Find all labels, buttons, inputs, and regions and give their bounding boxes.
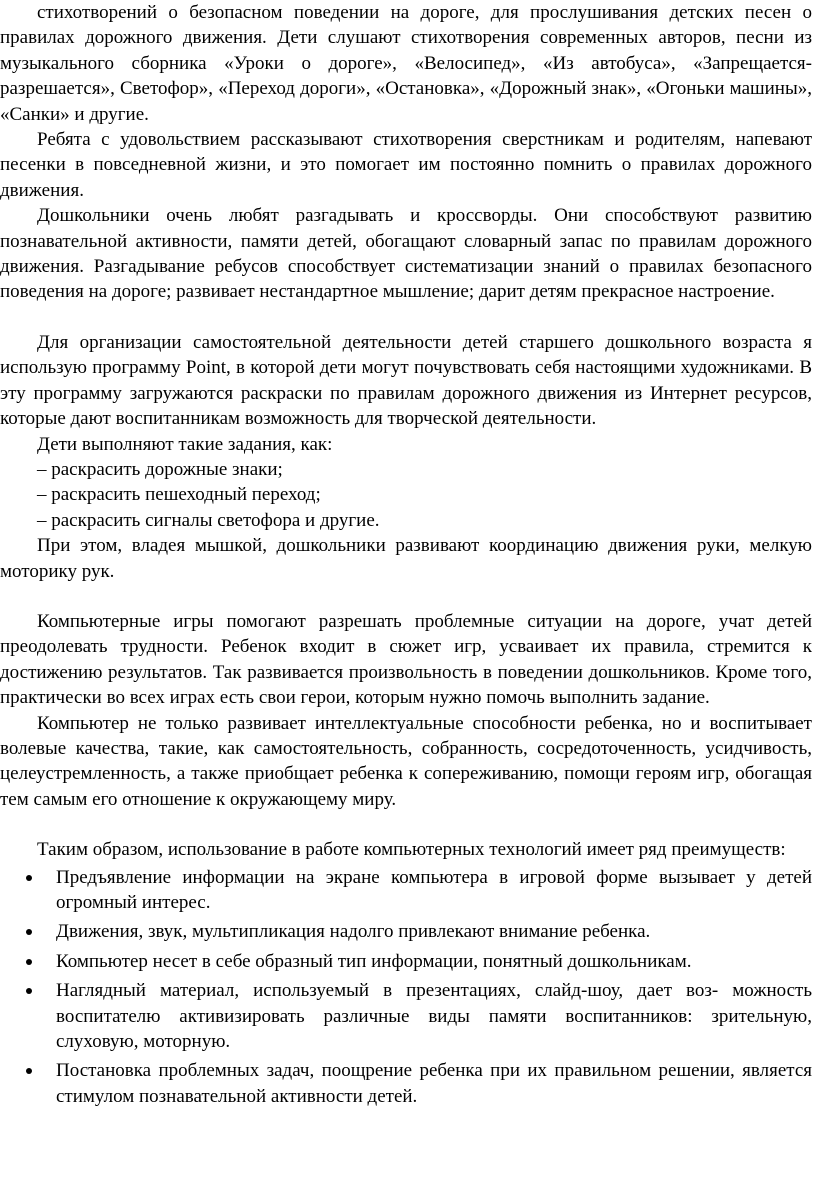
task-item-road-signs: – раскрасить дорожные знаки; bbox=[37, 458, 283, 480]
advantages-list bbox=[0, 865, 812, 1110]
bullet-dot-icon bbox=[26, 959, 32, 965]
list-item bbox=[0, 865, 812, 916]
list-item-text: Движения, звук, мультипликация надолго привлекают внимание ребенка. bbox=[56, 921, 651, 943]
list-item bbox=[0, 949, 812, 974]
paragraph-gap bbox=[0, 584, 812, 609]
paragraph-children-retell: Ребята с удовольствием рассказывают стихотворения сверстникам и родителям, напевают песенки в повседневной жизни, и это помогает им постоянно помнить о правилах дорожного движения. bbox=[0, 129, 812, 201]
list-item bbox=[0, 978, 812, 1054]
list-item-text: Наглядный материал, используемый в презентациях, слайд-шоу, дает воз- можность воспитателю активизировать различные виды памяти воспитанников: зрительную, слуховую, моторную. bbox=[56, 980, 812, 1053]
list-item bbox=[0, 1058, 812, 1109]
paragraph-gap bbox=[0, 305, 812, 330]
bullet-dot-icon bbox=[26, 875, 32, 881]
paragraph-tasks-intro: Дети выполняют такие задания, как: bbox=[37, 433, 333, 455]
bullet-dot-icon bbox=[26, 988, 32, 994]
paragraph-crosswords: Дошкольники очень любят разгадывать и кроссворды. Они способствуют развитию познавательной активности, памяти детей, обогащают словарный запас по правилам дорожного движения. Разгадывание ребусов способствует систематизации знаний о правилах безопасного поведения на дороге; развивает нестандартное мышление; дарит детям прекрасное настроение. bbox=[0, 205, 812, 303]
paragraph-conclusion-intro: Таким образом, использование в работе компьютерных технологий имеет ряд преимуществ: bbox=[37, 839, 786, 861]
paragraph-songs-continuation: стихотворений о безопасном поведении на дороге, для прослушивания детских песен о правилах дорожного движения. Дети слушают стихотворения современных авторов, песни из музыкального сборника «Уроки о дороге», «Велосипед», «Из автобуса», «Запрещается-разрешается», Светофор», «Переход дороги», «Остановка», «Дорожный знак», «Огоньки машины», «Санки» и другие. bbox=[0, 2, 812, 125]
paragraph-paint-program: Для организации самостоятельной деятельности детей старшего дошкольного возраста я использую программу Point, в которой дети могут почувствовать себя настоящими художниками. В эту программу загружаются раскраски по правилам дорожного движения из Интернет ресурсов, которые дают воспитанникам возможность для творческой деятельности. bbox=[0, 331, 812, 430]
task-item-traffic-light: – раскрасить сигналы светофора и другие. bbox=[37, 509, 380, 531]
bullet-dot-icon bbox=[26, 929, 32, 935]
task-item-crosswalk: – раскрасить пешеходный переход; bbox=[37, 484, 321, 506]
list-item-text: Постановка проблемных задач, поощрение ребенка при их правильном решении, является стимулом познавательной активности детей. bbox=[56, 1060, 812, 1107]
list-item bbox=[0, 919, 812, 944]
paragraph-gap bbox=[0, 812, 812, 837]
list-item-text: Компьютер несет в себе образный тип информации, понятный дошкольникам. bbox=[56, 950, 692, 972]
paragraph-computer-qualities: Компьютер не только развивает интеллектуальные способности ребенка, но и воспитывает волевые качества, такие, как самостоятельность, собранность, сосредоточенность, усидчивость, целеустремленность, а также приобщает ребенка к сопереживанию, помощи героям игр, обогащая тем самым его отношение к окружающему миру. bbox=[0, 712, 812, 810]
paragraph-computer-games: Компьютерные игры помогают разрешать проблемные ситуации на дороге, учат детей преодолевать трудности. Ребенок входит в сюжет игр, усваивает их правила, стремится к достижению результатов. Так развивается произвольность в поведении дошкольников. Кроме того, практически во всех играх есть свои герои, которым нужно помочь выполнить задание. bbox=[0, 610, 812, 709]
list-item-text: Предъявление информации на экране компьютера в игровой форме вызывает у детей огромный интерес. bbox=[56, 866, 812, 913]
bullet-dot-icon bbox=[26, 1068, 32, 1074]
paragraph-mouse-skills: При этом, владея мышкой, дошкольники развивают координацию движения руки, мелкую моторику рук. bbox=[0, 535, 812, 582]
